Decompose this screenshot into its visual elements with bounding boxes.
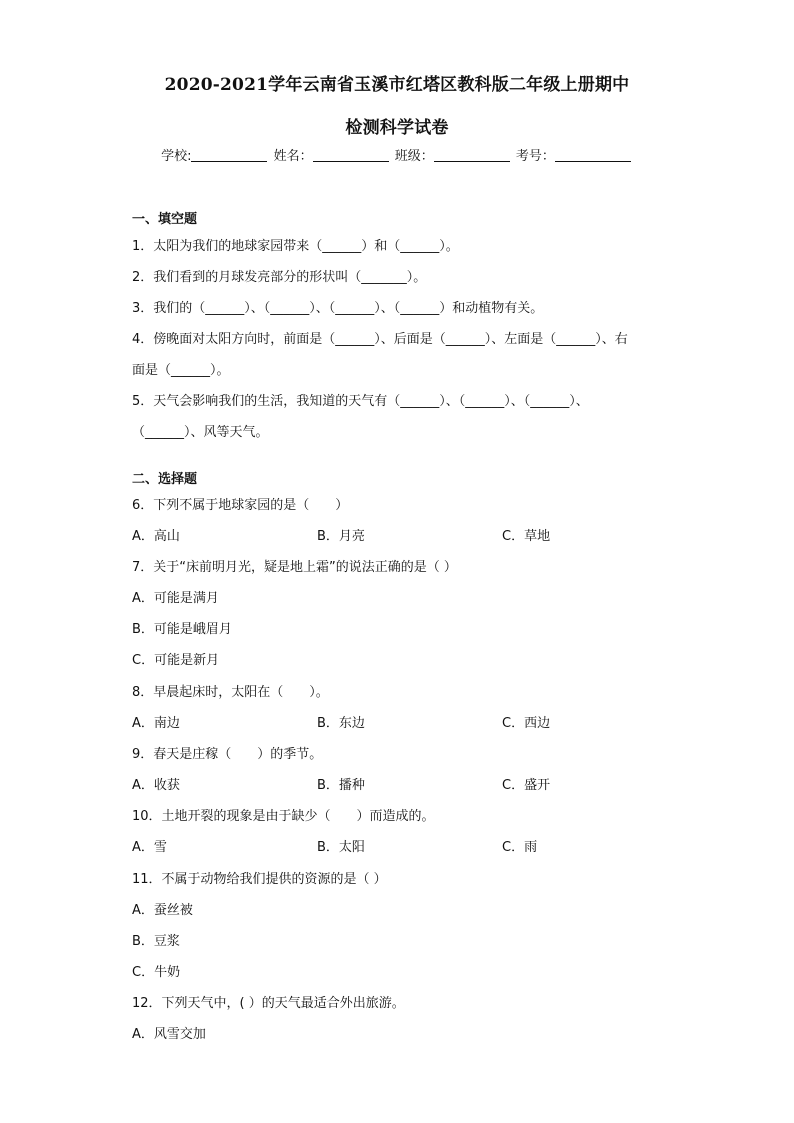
question-10-option-c[interactable]: C．雨 <box>502 840 538 855</box>
question-11: 11．不属于动物给我们提供的资源的是（ ） <box>132 872 387 887</box>
number-blank[interactable] <box>555 148 631 162</box>
question-9-option-a[interactable]: A．收获 <box>132 778 180 793</box>
question-6: 6．下列不属于地球家园的是（ ） <box>132 498 349 513</box>
question-9: 9．春天是庄稼（ ）的季节。 <box>132 747 323 762</box>
question-10-option-b[interactable]: B．太阳 <box>317 840 365 855</box>
question-7-option-c[interactable]: C．可能是新月 <box>132 653 220 668</box>
question-4-line2: 面是（______）。 <box>132 363 230 378</box>
question-10: 10．土地开裂的现象是由于缺少（ ）而造成的。 <box>132 809 435 824</box>
question-12: 12．下列天气中，( ）的天气最适合外出旅游。 <box>132 996 405 1011</box>
exam-title-line2: 检测科学试卷 <box>345 118 449 138</box>
exam-title-line1: 2020-2021学年云南省玉溪市红塔区教科版二年级上册期中 <box>164 75 630 95</box>
question-6-option-a[interactable]: A．高山 <box>132 529 180 544</box>
question-7-option-a[interactable]: A．可能是满月 <box>132 591 219 606</box>
question-11-option-b[interactable]: B．豆浆 <box>132 934 180 949</box>
section-fill-in-heading: 一、填空题 <box>132 212 198 227</box>
question-11-option-c[interactable]: C．牛奶 <box>132 965 181 980</box>
question-6-option-c[interactable]: C．草地 <box>502 529 551 544</box>
question-11-option-a[interactable]: A．蚕丝被 <box>132 903 193 918</box>
class-blank[interactable] <box>434 148 510 162</box>
question-5-line1: 5．天气会影响我们的生活，我知道的天气有（______）、（______）、（______）、 <box>132 394 589 409</box>
school-label: 学校: <box>161 149 192 164</box>
question-4-line1: 4．傍晚面对太阳方向时，前面是（______）、后面是（______）、左面是（______）、右 <box>132 332 628 347</box>
question-8-option-a[interactable]: A．南边 <box>132 716 180 731</box>
question-7-option-b[interactable]: B．可能是峨眉月 <box>132 622 232 637</box>
section-choice-heading: 二、选择题 <box>132 472 198 487</box>
question-8-option-b[interactable]: B．东边 <box>317 716 365 731</box>
name-label: 姓名： <box>273 149 313 164</box>
class-label: 班级： <box>394 149 434 164</box>
question-1: 1．太阳为我们的地球家园带来（______）和（______）。 <box>132 239 459 254</box>
question-8-option-c[interactable]: C．西边 <box>502 716 551 731</box>
question-7: 7．关于“床前明月光，疑是地上霜”的说法正确的是（ ） <box>132 560 457 575</box>
question-10-option-a[interactable]: A．雪 <box>132 840 167 855</box>
student-info-row <box>0 145 794 164</box>
number-label: 考号： <box>515 149 555 164</box>
question-9-option-c[interactable]: C．盛开 <box>502 778 551 793</box>
question-5-line2: （______）、风等天气。 <box>132 425 269 440</box>
name-blank[interactable] <box>313 148 389 162</box>
question-9-option-b[interactable]: B．播种 <box>317 778 365 793</box>
school-blank[interactable] <box>191 148 267 162</box>
question-8: 8．早晨起床时，太阳在（ ）。 <box>132 685 329 700</box>
question-3: 3．我们的（______）、（______）、（______）、（______）和动植物有关。 <box>132 301 544 316</box>
question-2: 2．我们看到的月球发亮部分的形状叫（_______）。 <box>132 270 427 285</box>
question-6-option-b[interactable]: B．月亮 <box>317 529 365 544</box>
question-12-option-a[interactable]: A．风雪交加 <box>132 1027 206 1042</box>
